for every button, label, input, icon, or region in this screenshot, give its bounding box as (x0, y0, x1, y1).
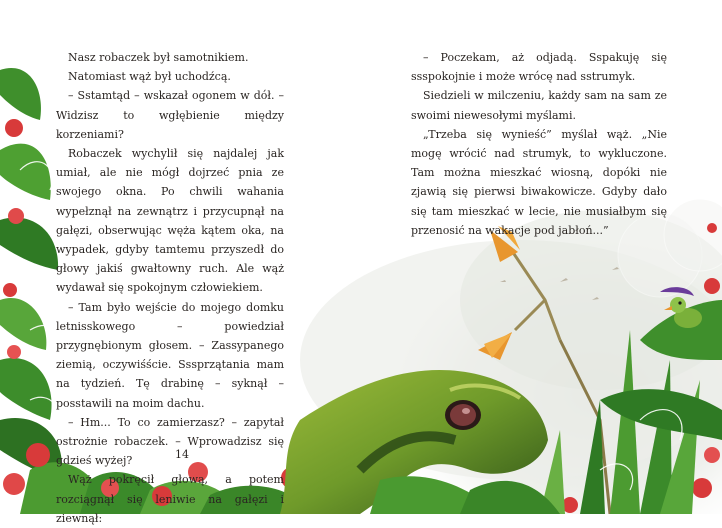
paragraph: Robaczek wychylił się najdalej jak umiał, ale nie mógł dojrzeć pnia ze swojego okna. Po chwili wahania wypełznął na zewnątrz i przycupnął na gałęzi, obserwując węża kątem oka, na wypadek, gdyby tamtemu przyszedł do głowy jakiś gwałtowny ruch. Ale wąż wydawał się spokojnym człowiekiem. (56, 147, 284, 295)
paragraph: Wąż pokręcił głową, a potem rozciągnął się leniwie na gałęzi i ziewnął: (56, 473, 284, 525)
paragraph: – Hm... To co zamierzasz? – zapytał ostrożnie robaczek. – Wprowadzisz się gdzieś wyżej? (56, 415, 284, 468)
paragraph: – Sstamtąd – wskazał ogonem w dół. – Widzisz to wgłębienie między korzeniami? (56, 89, 284, 141)
left-page-text (56, 48, 284, 528)
paragraph: Natomiast wąż był uchodźcą. (68, 70, 231, 84)
paragraph: „Trzeba się wynieść” myślał wąż. „Nie mogę wrócić nad strumyk, to wykluczone. Tam można mieszkać wiosną, dopóki nie zjawią się pierwsi biwakowicze. Gdyby dało się tam mieszkać w lecie, nie musiałbym się przenosić na wakacje pod jabłoń...” (411, 127, 667, 237)
right-page-text (411, 48, 667, 240)
page-number: 14 (175, 448, 189, 461)
paragraph: Nasz robaczek był samotnikiem. (68, 51, 249, 64)
paragraph: – Tam było wejście do mojego domku letnisskowego – powiedział przygnębionym głosem. – Zassypanego ziemią, oczywiśście. Sssprzątania mam na tydzień. Tę drabinę – syknął – posstawili na moim dachu. (56, 300, 284, 410)
paragraph: – Poczekam, aż odjadą. Sspakuję się ssspokojnie i może wrócę nad sstrumyk. (411, 51, 667, 84)
paragraph: Siedzieli w milczeniu, każdy sam na sam ze swoimi niewesołymi myślami. (411, 89, 667, 122)
